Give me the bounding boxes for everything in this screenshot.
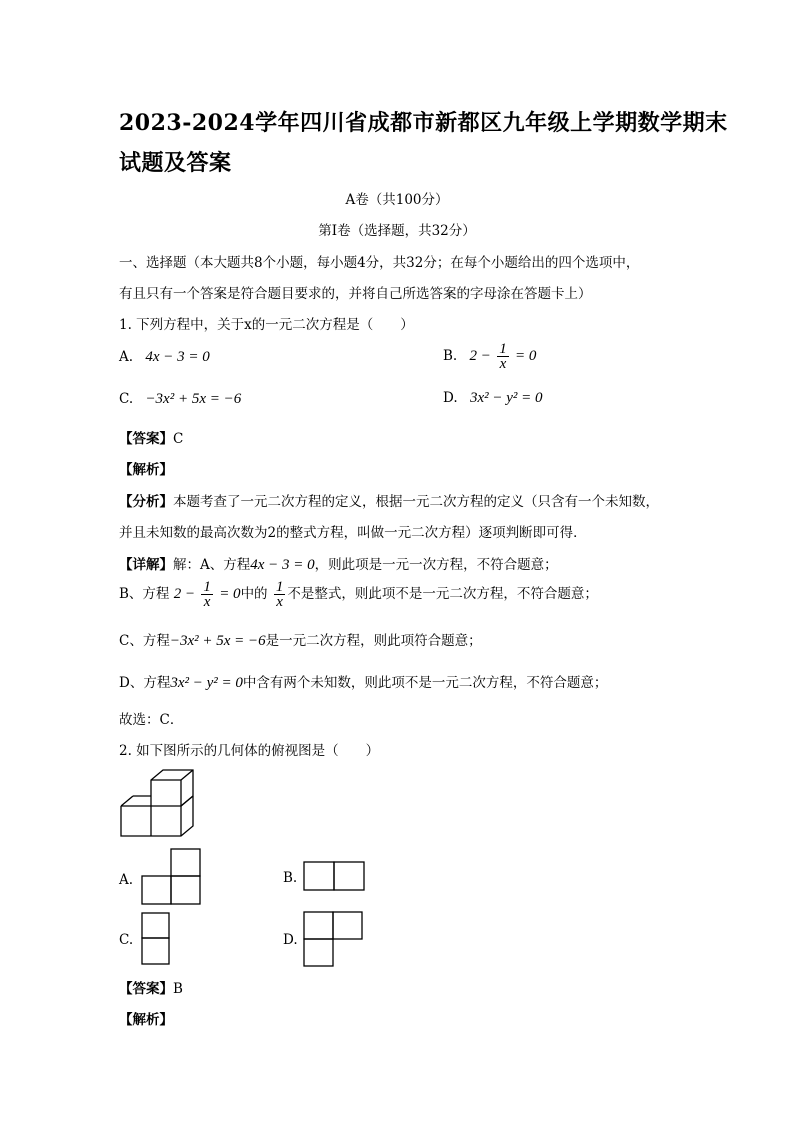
q1-option-a-expr: 4x − 3 = 0 bbox=[145, 349, 210, 365]
q1-detail-b bbox=[119, 580, 598, 609]
q1-detail-b-fraction2: $\frac{1}{x}$ bbox=[275, 579, 284, 610]
q2-answer bbox=[119, 977, 183, 997]
q1-option-b bbox=[443, 342, 536, 371]
q1-detail-c bbox=[119, 629, 482, 650]
q1-answer-tag: 【答案】 bbox=[119, 431, 173, 447]
q1-option-c-label: C. bbox=[119, 391, 134, 407]
q1-detail-d bbox=[119, 671, 607, 692]
q2-answer-value: B bbox=[173, 981, 183, 997]
q1-detail-d-expr: 3x² − y² = 0 bbox=[170, 675, 243, 691]
q1-option-b-post: = 0 bbox=[514, 348, 537, 364]
q1-option-b-label: B. bbox=[443, 348, 458, 364]
q1-detail-b-post: 不是整式，则此项不是一元二次方程，不符合题意； bbox=[287, 586, 598, 602]
q1-detail-d-pre: D、方程 bbox=[119, 675, 171, 691]
q1-detail-a bbox=[119, 553, 558, 574]
q1-detail-a-pre: 解：A、方程 bbox=[173, 557, 251, 573]
q2-stem: 2. 如下图所示的几何体的俯视图是（ ） bbox=[119, 743, 380, 759]
q1-analysis-tag: 【解析】 bbox=[119, 462, 173, 478]
q2-option-a-label: A. bbox=[119, 872, 134, 888]
q1-detail-c-post: 是一元二次方程，则此项符合题意； bbox=[265, 633, 482, 649]
q1-detail-b-pre: B、方程 bbox=[119, 586, 170, 602]
document-title-line2: 试题及答案 bbox=[119, 150, 232, 176]
q1-option-a bbox=[119, 349, 210, 366]
q1-fenxi-text1: 本题考查了一元二次方程的定义，根据一元二次方程的定义（只含有一个未知数， bbox=[173, 494, 659, 510]
q1-option-b-pre: 2 − bbox=[469, 348, 491, 364]
q1-answer-value: C bbox=[173, 431, 184, 447]
q1-option-d-label: D. bbox=[443, 390, 458, 406]
q1-detail-d-post: 中含有两个未知数，则此项不是一元二次方程，不符合题意； bbox=[242, 675, 608, 691]
q2-analysis-tag: 【解析】 bbox=[119, 1012, 173, 1028]
q1-detail-b-fraction: $\frac{1}{x}$ bbox=[203, 579, 211, 610]
q1-detail-b-expr-post: = 0 bbox=[219, 586, 241, 602]
q1-option-d bbox=[443, 390, 543, 407]
q2-solid-figure bbox=[118, 768, 198, 840]
q1-stem: 1. 下列方程中，关于x的一元二次方程是（ ） bbox=[119, 317, 414, 333]
q1-answer bbox=[119, 427, 183, 447]
q1-detail-c-pre: C、方程 bbox=[119, 633, 170, 649]
instructions-line1: 一、选择题（本大题共8个小题，每小题4分，共32分；在每个小题给出的四个选项中， bbox=[119, 255, 640, 271]
q1-detail-a-expr: 4x − 3 = 0 bbox=[250, 557, 315, 573]
q1-option-c bbox=[119, 391, 241, 408]
q1-detail-c-expr: −3x² + 5x = −6 bbox=[169, 633, 266, 649]
q2-answer-tag: 【答案】 bbox=[119, 981, 173, 997]
q2-option-b-figure bbox=[302, 860, 366, 892]
q2-option-a-figure bbox=[140, 848, 202, 906]
q1-fenxi-line1 bbox=[119, 490, 659, 510]
q1-fenxi-line2: 并且未知数的最高次数为2的整式方程，叫做一元二次方程）逐项判断即可得． bbox=[119, 525, 587, 541]
q1-detail-b-mid: 中的 bbox=[240, 586, 268, 602]
q1-option-a-label: A. bbox=[119, 349, 134, 365]
part1-heading: 第Ⅰ卷（选择题，共32分） bbox=[318, 223, 476, 239]
q1-choose: 故选：C． bbox=[119, 712, 184, 728]
q1-option-c-expr: −3x² + 5x = −6 bbox=[145, 391, 242, 407]
q1-option-d-expr: 3x² − y² = 0 bbox=[469, 390, 543, 406]
document-title-line1: 2023-2024学年四川省成都市新都区九年级上学期数学期末 bbox=[119, 110, 728, 136]
section-a-heading: A卷（共100分） bbox=[345, 192, 449, 208]
q1-fenxi-tag: 【分析】 bbox=[119, 494, 173, 510]
q2-option-b-label: B. bbox=[283, 870, 298, 886]
q1-detail-b-expr-pre: 2 − bbox=[173, 586, 196, 602]
q1-detail-a-post: ，则此项是一元一次方程，不符合题意； bbox=[314, 557, 558, 573]
q1-option-b-fraction: $\frac{1}{x}$ bbox=[499, 341, 507, 372]
q2-option-c-label: C. bbox=[119, 932, 134, 948]
q2-option-d-figure bbox=[302, 910, 364, 968]
q2-option-d-label: D. bbox=[283, 932, 298, 948]
q1-detail-tag: 【详解】 bbox=[119, 557, 173, 573]
instructions-line2: 有且只有一个答案是符合题目要求的，并将自己所选答案的字母涂在答题卡上） bbox=[119, 286, 592, 302]
q2-option-c-figure bbox=[140, 911, 172, 967]
